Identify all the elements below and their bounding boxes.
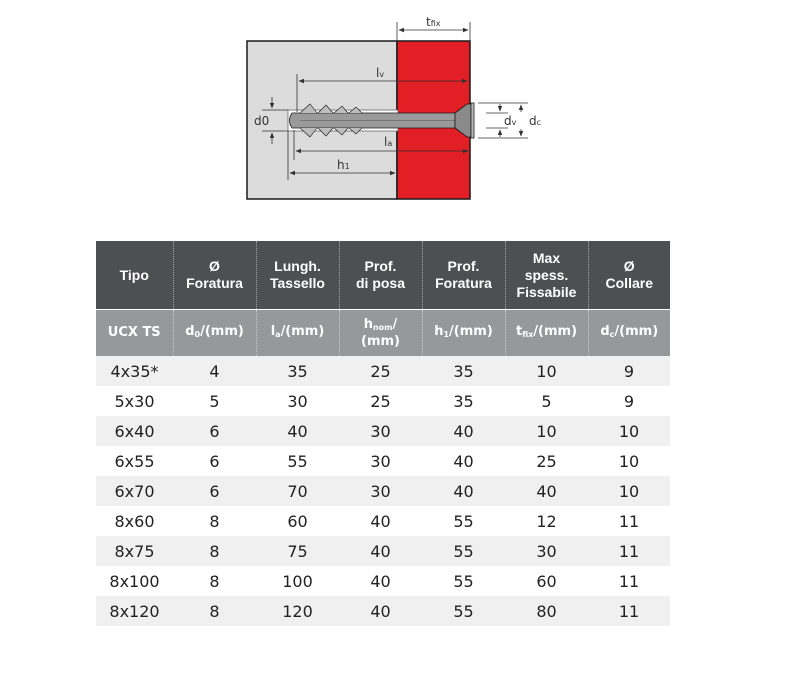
table-cell-model: 8x100 — [96, 566, 173, 596]
table-cell: 25 — [339, 386, 422, 416]
table-cell: 30 — [256, 386, 339, 416]
table-cell-model: 8x60 — [96, 506, 173, 536]
table-cell-model: 6x40 — [96, 416, 173, 446]
table-cell: 40 — [505, 476, 588, 506]
table-cell: 10 — [588, 416, 670, 446]
table-cell: 9 — [588, 356, 670, 386]
table-cell: 10 — [588, 476, 670, 506]
table-cell-model: 6x55 — [96, 446, 173, 476]
table-header-row — [96, 241, 670, 310]
subheader-tfix: $t_{fix}/(mm)$ — [505, 310, 588, 357]
table-row — [96, 356, 670, 386]
table-cell: 55 — [422, 596, 505, 626]
table-cell: 30 — [505, 536, 588, 566]
table-cell-model: 8x120 — [96, 596, 173, 626]
table-row — [96, 596, 670, 626]
table-cell: 10 — [588, 446, 670, 476]
table-cell: 40 — [422, 446, 505, 476]
table-row — [96, 446, 670, 476]
table-cell: 60 — [256, 506, 339, 536]
table-cell: 8 — [173, 566, 256, 596]
table-row — [96, 386, 670, 416]
specification-table — [96, 241, 670, 626]
table-cell: 11 — [588, 506, 670, 536]
table-row — [96, 536, 670, 566]
table-cell: 35 — [256, 356, 339, 386]
label-la: la — [384, 135, 393, 149]
table-cell: 40 — [339, 506, 422, 536]
table-cell: 11 — [588, 566, 670, 596]
table-cell: 11 — [588, 596, 670, 626]
subheader-d0: $d_0/(mm)$ — [173, 310, 256, 357]
label-lv: lv — [376, 66, 385, 80]
table-cell: 4 — [173, 356, 256, 386]
table-cell: 9 — [588, 386, 670, 416]
subheader-la: $l_a/(mm)$ — [256, 310, 339, 357]
subheader-dc: $d_c/(mm)$ — [588, 310, 670, 357]
table-cell: 40 — [422, 416, 505, 446]
label-h1: h1 — [337, 158, 350, 172]
label-tfix: tfix — [426, 15, 441, 29]
table-cell: 55 — [422, 566, 505, 596]
table-cell: 70 — [256, 476, 339, 506]
table-cell: 40 — [339, 536, 422, 566]
table-cell: 11 — [588, 536, 670, 566]
table-cell: 40 — [339, 596, 422, 626]
table-cell: 25 — [505, 446, 588, 476]
table-cell: 40 — [256, 416, 339, 446]
label-dc: dc — [529, 114, 542, 128]
table-cell: 30 — [339, 446, 422, 476]
table-cell: 55 — [422, 506, 505, 536]
dimension-dv-dc — [478, 103, 541, 138]
table-cell: 10 — [505, 416, 588, 446]
table-cell: 5 — [173, 386, 256, 416]
table-body — [96, 356, 670, 626]
table-cell: 30 — [339, 476, 422, 506]
table-cell: 25 — [339, 356, 422, 386]
table-cell: 40 — [339, 566, 422, 596]
table-cell: 10 — [505, 356, 588, 386]
subheader-hnom: $h_{nom}/$ (mm) — [339, 310, 422, 357]
table-cell-model: 6x70 — [96, 476, 173, 506]
table-cell: 6 — [173, 446, 256, 476]
table-cell: 30 — [339, 416, 422, 446]
header-foratura: Ø Foratura — [173, 241, 256, 310]
table-row — [96, 416, 670, 446]
table-subheader-row — [96, 310, 670, 357]
table-cell: 35 — [422, 356, 505, 386]
table-cell: 8 — [173, 536, 256, 566]
table-cell: 8 — [173, 596, 256, 626]
header-profondita-posa: Prof. di posa — [339, 241, 422, 310]
table-cell: 35 — [422, 386, 505, 416]
table-cell: 6 — [173, 476, 256, 506]
subheader-h1: $h_1/(mm)$ — [422, 310, 505, 357]
header-profondita-foratura: Prof. Foratura — [422, 241, 505, 310]
table-cell: 55 — [256, 446, 339, 476]
table-cell: 8 — [173, 506, 256, 536]
label-d0: d0 — [254, 114, 270, 128]
header-lunghezza-tassello: Lungh. Tassello — [256, 241, 339, 310]
table-cell: 12 — [505, 506, 588, 536]
table-cell: 60 — [505, 566, 588, 596]
header-tipo: Tipo — [96, 241, 173, 310]
table-cell: 120 — [256, 596, 339, 626]
table-row — [96, 506, 670, 536]
table-cell: 6 — [173, 416, 256, 446]
dimension-tfix — [397, 15, 470, 42]
header-max-spessore-fissabile: Max spess. Fissabile — [505, 241, 588, 310]
table-cell: 80 — [505, 596, 588, 626]
header-collare: Ø Collare — [588, 241, 670, 310]
table-cell: 40 — [422, 476, 505, 506]
table-cell: 75 — [256, 536, 339, 566]
table-row — [96, 566, 670, 596]
table-cell: 100 — [256, 566, 339, 596]
subheader-model: UCX TS — [96, 310, 173, 357]
label-dv: dv — [504, 114, 517, 128]
table-cell-model: 8x75 — [96, 536, 173, 566]
table-cell-model: 5x30 — [96, 386, 173, 416]
table-cell: 5 — [505, 386, 588, 416]
dowel-installation-diagram — [230, 12, 560, 207]
table-row — [96, 476, 670, 506]
table-cell: 55 — [422, 536, 505, 566]
table-cell-model: 4x35* — [96, 356, 173, 386]
